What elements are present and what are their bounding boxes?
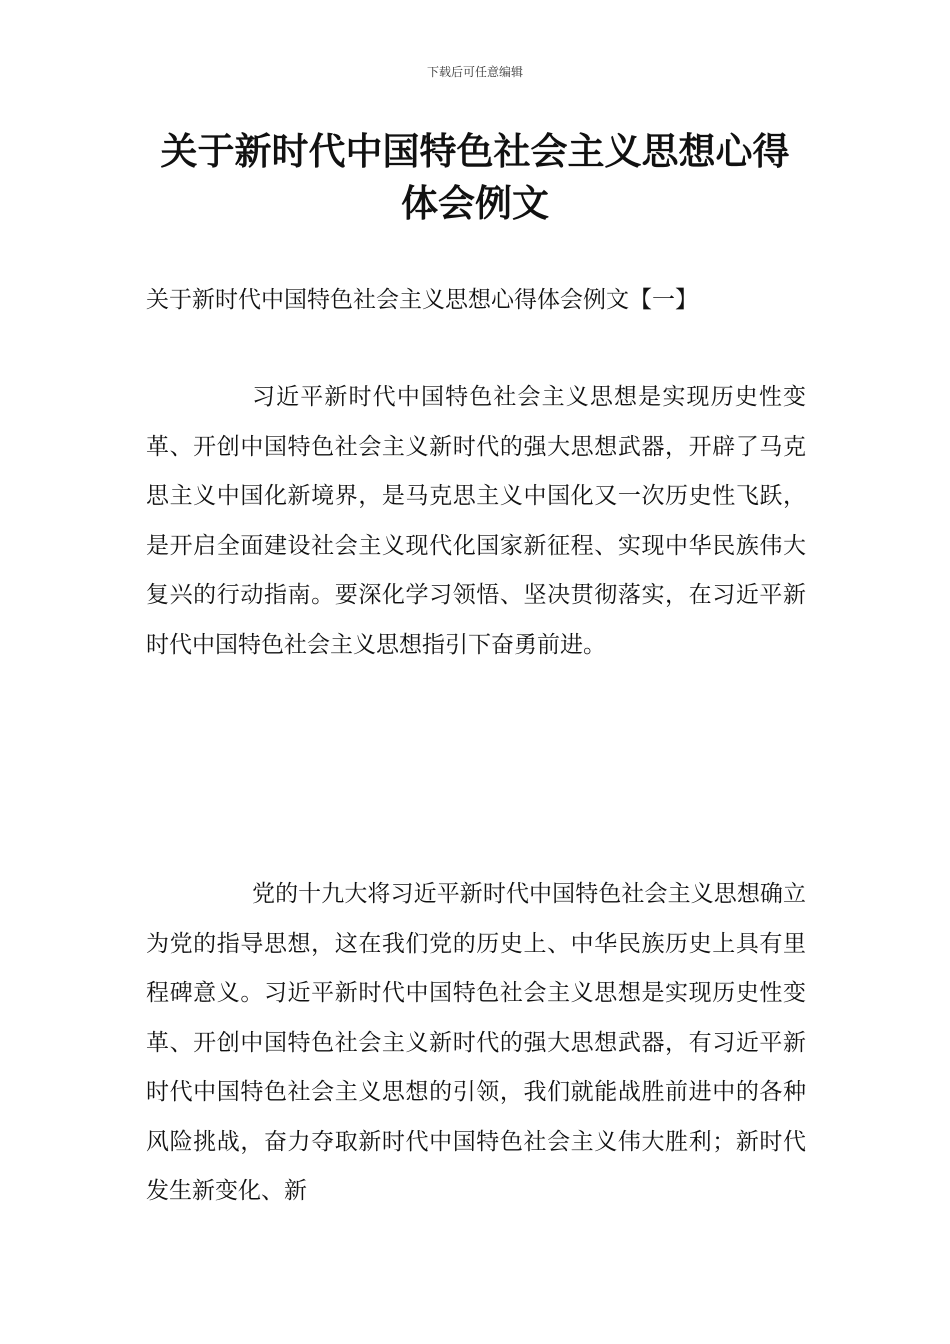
document-title: 关于新时代中国特色社会主义思想心得体会例文 (160, 130, 790, 225)
header-note: 下载后可任意编辑 (426, 65, 523, 79)
paragraph-1: 习近平新时代中国特色社会主义思想是实现历史性变革、开创中国特色社会主义新时代的强大思想武器，开辟了马克思主义中国化新境界，是马克思主义中国化又一次历史性飞跃，是开启全面建设社会主义现代化国家新征程、实现中华民族伟大复兴的行动指南。要深化学习领悟、坚决贯彻落实，在习近平新时代中国特色社会主义思想指引下奋勇前进。 (146, 384, 806, 658)
paragraph-2: 党的十九大将习近平新时代中国特色社会主义思想确立为党的指导思想，这在我们党的历史上、中华民族历史上具有里程碑意义。习近平新时代中国特色社会主义思想是实现历史性变革、开创中国特色社会主义新时代的强大思想武器，有习近平新时代中国特色社会主义思想的引领，我们就能战胜前进中的各种风险挑战，奋力夺取新时代中国特色社会主义伟大胜利；新时代发生新变化、新 (146, 881, 806, 1204)
section-heading: 关于新时代中国特色社会主义思想心得体会例文【一】 (146, 287, 698, 313)
